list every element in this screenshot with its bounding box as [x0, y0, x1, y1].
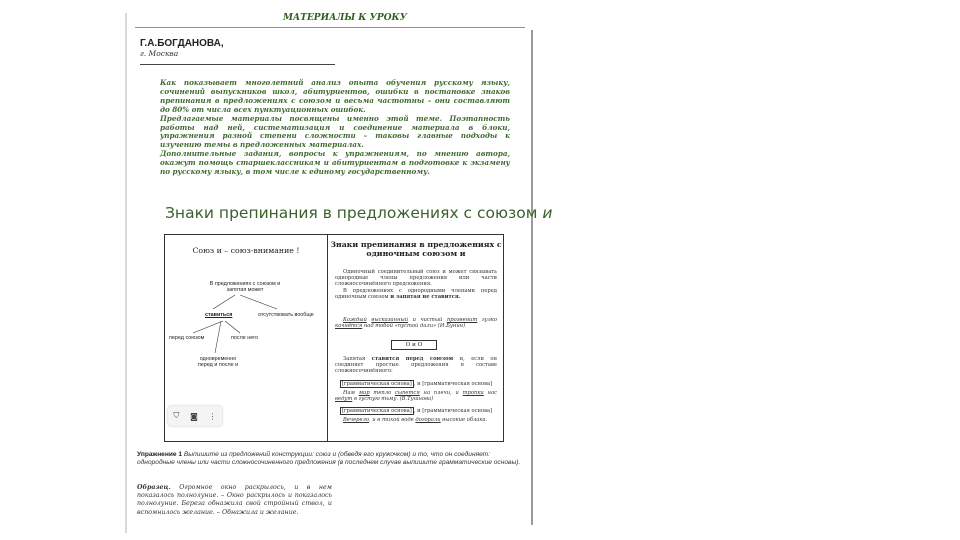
scheme-box-part: , и [грамматическая основа] — [413, 408, 493, 414]
rule-text: Одиночный соединительный союз и может связывать однородные члены предложения или части сложносочинённого предложения. — [335, 269, 497, 288]
rule-text — [335, 356, 497, 375]
header-divider — [135, 27, 525, 28]
scheme-after: после него — [231, 335, 259, 341]
intro-text — [160, 79, 510, 177]
rules-paragraph-2 — [335, 356, 497, 375]
scheme-box: [грамматическая основа] — [341, 381, 412, 387]
example-2 — [335, 390, 497, 402]
intro-paragraph: Как показывает многолетний анализ опыта обучения русскому языку, сочинений выпускников школ, абитуриентов, ошибки в постановке знаков препинания в предложениях с союзом и весьма частотны – они составляют до 80% от числа всех пунктуационных ошибок. — [160, 78, 510, 114]
example-part: гулко — [477, 317, 498, 323]
scheme-branch-stavitsya: ставиться — [205, 312, 233, 318]
rule-text-part: В предложениях с однородными членами перед одиночным союзом — [335, 287, 497, 300]
scheme-both: одновременно перед и после и — [197, 356, 239, 369]
underlined-word: высказанный — [371, 317, 409, 323]
example-part: над тобой «пустой дали» (И.Бунин) — [362, 323, 466, 330]
underlined-word: качнётся — [335, 323, 363, 330]
page-right-border — [531, 30, 533, 525]
example-3 — [335, 417, 497, 423]
underlined-word: тропки — [462, 390, 484, 396]
intro-paragraph: Предлагаемые материалы посвящены именно этой теме. Поэтапность работы над ней, систематизация и соединение материала в блоки, упражнения разной степени сложности – таковы главные подходы к изучению темы в предложенных материалах. — [160, 113, 510, 150]
camera-icon[interactable]: ◙ — [190, 411, 198, 421]
author-divider — [140, 64, 335, 65]
example-part: , и в тихой воде — [369, 417, 416, 423]
underlined-word: прозвенит — [446, 317, 478, 323]
image-toolbar — [168, 406, 222, 426]
bookmark-icon[interactable]: ⛉ — [173, 411, 180, 420]
exercise-1 — [137, 451, 529, 467]
example-1 — [335, 317, 497, 329]
example-text — [335, 417, 497, 423]
example-part: высокие облака. — [440, 417, 488, 423]
rules-paragraph-1 — [335, 269, 497, 300]
rule-text-bold: и запятая не ставится. — [390, 293, 461, 300]
underlined-word: догорали — [415, 417, 441, 423]
formula-box: О и О — [391, 340, 437, 350]
article-title-main: Знаки препинания в предложениях с союзом — [165, 204, 543, 222]
example-part: и чистый — [408, 317, 447, 323]
article-title — [165, 204, 552, 222]
example-text — [335, 390, 497, 402]
author-city: г. Москва — [140, 49, 179, 58]
section-header: МАТЕРИАЛЫ К УРОКУ — [282, 13, 408, 23]
underlined-word: Каждый — [343, 317, 367, 323]
example-part: в густую тьму. (В.Тушнова) — [352, 396, 434, 403]
example-text — [335, 317, 497, 329]
exercise-text: Выпишите из предложений конструкции: союз и (обведя его кружочком) и то, что он соединяет: однородные члены или части сложносочиненного предложения (в последнем случае выпишите грамматические основы). — [137, 451, 521, 466]
scheme-root: В предложениях с союзом и запятая может — [209, 281, 281, 294]
scheme-before: перед союзом — [169, 335, 205, 341]
example-part: нас — [483, 390, 497, 396]
rule-text — [335, 288, 497, 300]
sample-label: Образец. — [137, 484, 171, 491]
scheme-line-2 — [335, 408, 497, 414]
example-part: на плечи, и — [419, 390, 463, 396]
rules-panel — [329, 235, 503, 441]
example-part: Нам — [343, 390, 359, 396]
scheme-line-1 — [335, 381, 497, 387]
underlined-word: Вечерело — [343, 417, 369, 423]
scheme-branch-absent: отсутствовать вообще — [258, 312, 314, 318]
underlined-word: ведут — [335, 396, 353, 403]
example-part: тепло — [369, 390, 395, 396]
page-left-border — [125, 13, 127, 533]
underlined-word: сыпется — [394, 390, 420, 396]
scheme-panel — [165, 235, 328, 441]
scheme-box: [грамматическая основа] — [341, 408, 412, 414]
article-title-italic: и — [542, 204, 553, 222]
rule-text-bold: ставится перед союзом — [371, 356, 454, 362]
rule-text-part: и, если он соединяет простые предложения в составе сложносочинённого: — [335, 356, 497, 375]
more-icon[interactable]: ⋮ — [208, 411, 217, 421]
author-name: Г.А.БОГДАНОВА, — [140, 38, 224, 49]
intro-paragraph: Дополнительные задания, вопросы к упражнениям, по мнению автора, окажут помощь старшеклассникам и абитуриентам в подготовке к экзамену по русскому языку, в том числе к единому государственному. — [160, 149, 510, 177]
exercise-label: Упражнение 1 — [137, 451, 183, 458]
rule-text-part: Запятая — [343, 356, 372, 362]
sample-text: Огромное окно раскрылось, и в нем показалось полнолуние. – Окно раскрылось и показалось полнолуние. Береза обнажила свой стройный ствол, и вспомнилось желание. – Обнажила и желание. — [137, 484, 332, 516]
sample-block — [137, 484, 332, 517]
rules-title: Знаки препинания в предложениях с одиночным союзом и — [330, 240, 502, 259]
scheme-title: Союз и – союз-внимание ! — [192, 246, 300, 255]
scheme-box-part: , и [грамматическая основа] — [413, 381, 493, 387]
rules-figure — [164, 234, 504, 442]
underlined-word: мир — [358, 390, 370, 396]
